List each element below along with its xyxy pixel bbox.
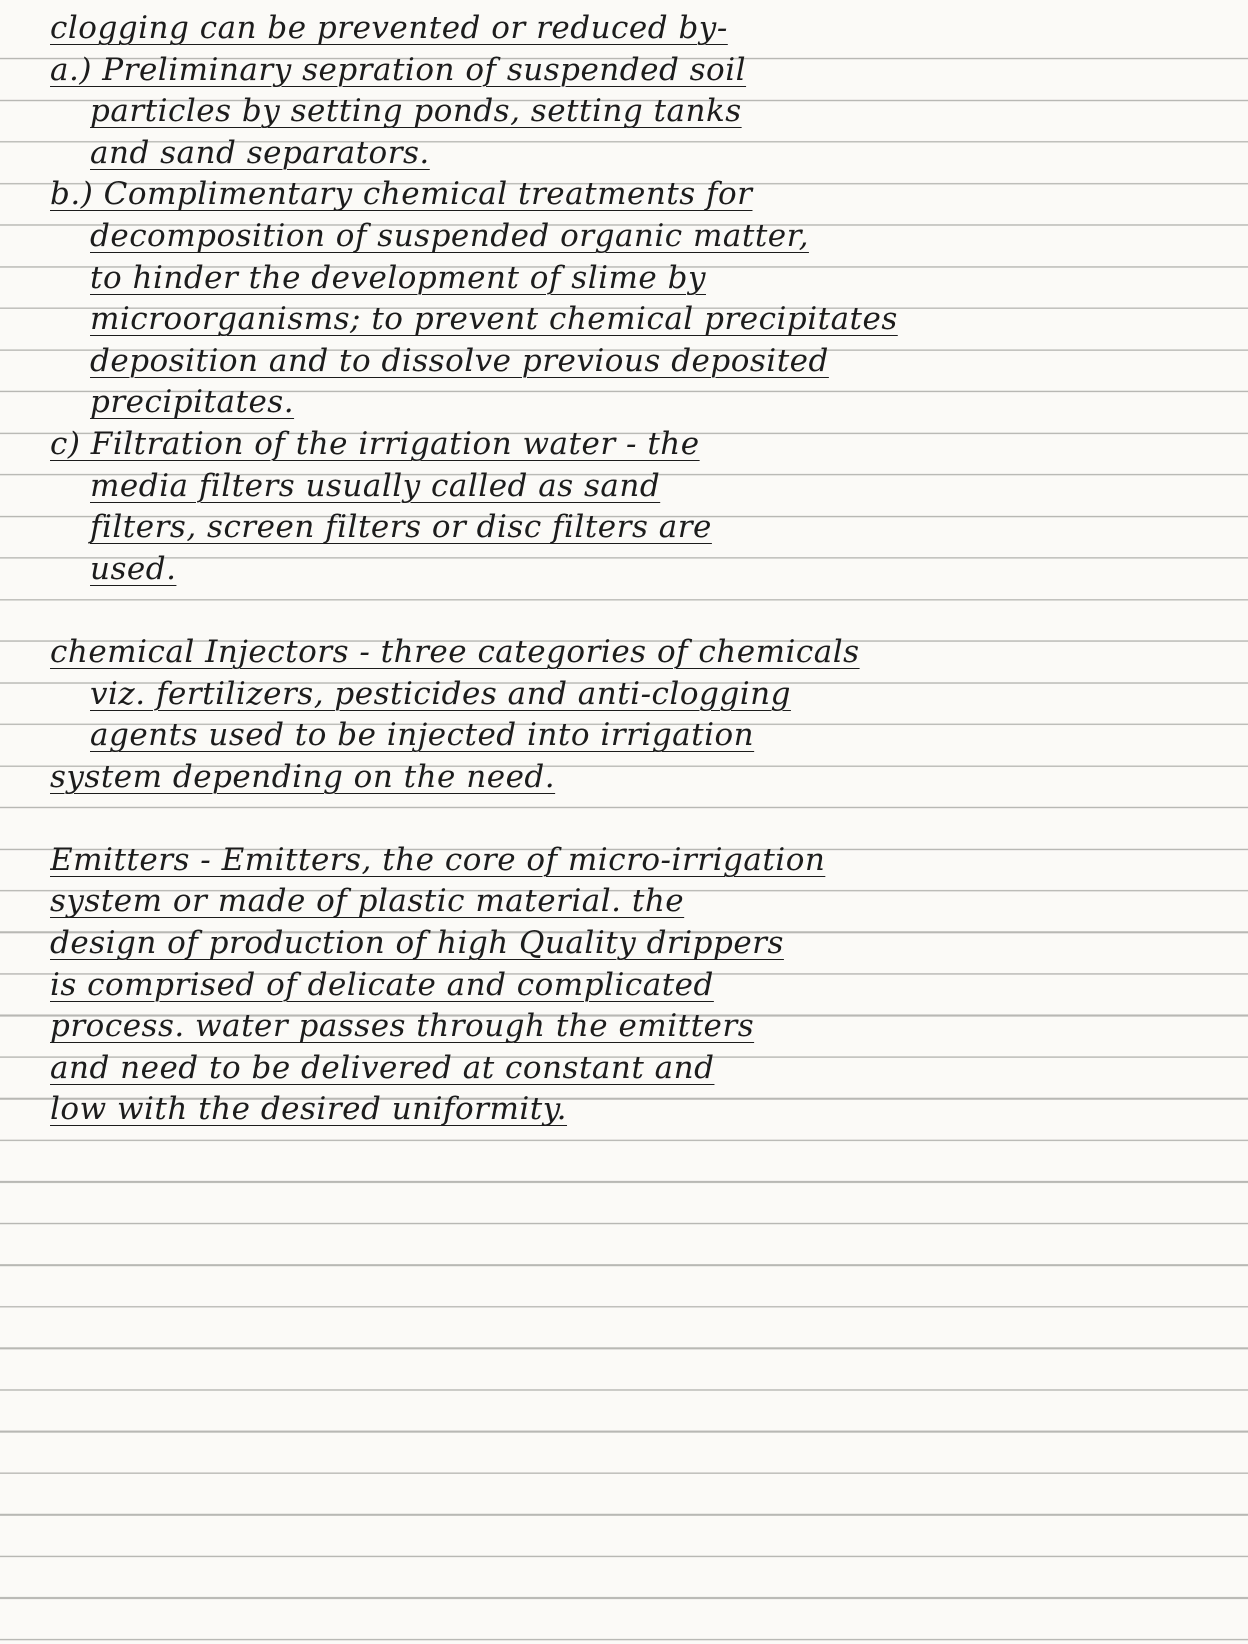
note-line: agents used to be injected into irrigation <box>90 717 755 754</box>
note-line: design of production of high Quality drippers <box>50 925 784 962</box>
note-line: and sand separators. <box>90 134 430 171</box>
note-line: system depending on the need. <box>50 758 556 795</box>
note-line: clogging can be prevented or reduced by- <box>50 10 728 46</box>
note-line: media filters usually called as sand <box>90 467 661 504</box>
note-line: microorganisms; to prevent chemical precipitates <box>90 301 898 338</box>
note-line: Emitters - Emitters, the core of micro-irrigation <box>50 841 826 878</box>
note-line: b.) Complimentary chemical treatments for <box>50 176 753 213</box>
note-line: and need to be delivered at constant and <box>50 1049 715 1086</box>
note-line: c) Filtration of the irrigation water - the <box>50 425 700 462</box>
note-line: used. <box>90 550 177 587</box>
note-line: process. water passes through the emitters <box>50 1008 755 1045</box>
note-line: precipitates. <box>90 384 295 421</box>
note-line: system or made of plastic material. the <box>50 883 685 920</box>
note-line: decomposition of suspended organic matter, <box>90 217 809 254</box>
handwritten-notes <box>50 8 1210 1131</box>
note-line: filters, screen filters or disc filters are <box>90 509 712 546</box>
note-line: low with the desired uniformity. <box>50 1091 568 1128</box>
note-line: viz. fertilizers, pesticides and anti-clogging <box>90 675 791 712</box>
note-line: particles by setting ponds, setting tanks <box>90 93 742 130</box>
note-line: is comprised of delicate and complicated <box>50 966 714 1003</box>
blank-line <box>50 798 1210 840</box>
note-line: to hinder the development of slime by <box>90 259 706 296</box>
note-line: deposition and to dissolve previous deposited <box>90 342 829 379</box>
blank-line <box>50 590 1210 632</box>
note-line: chemical Injectors - three categories of chemicals <box>50 633 860 670</box>
note-line: a.) Preliminary sepration of suspended soil <box>50 51 747 88</box>
